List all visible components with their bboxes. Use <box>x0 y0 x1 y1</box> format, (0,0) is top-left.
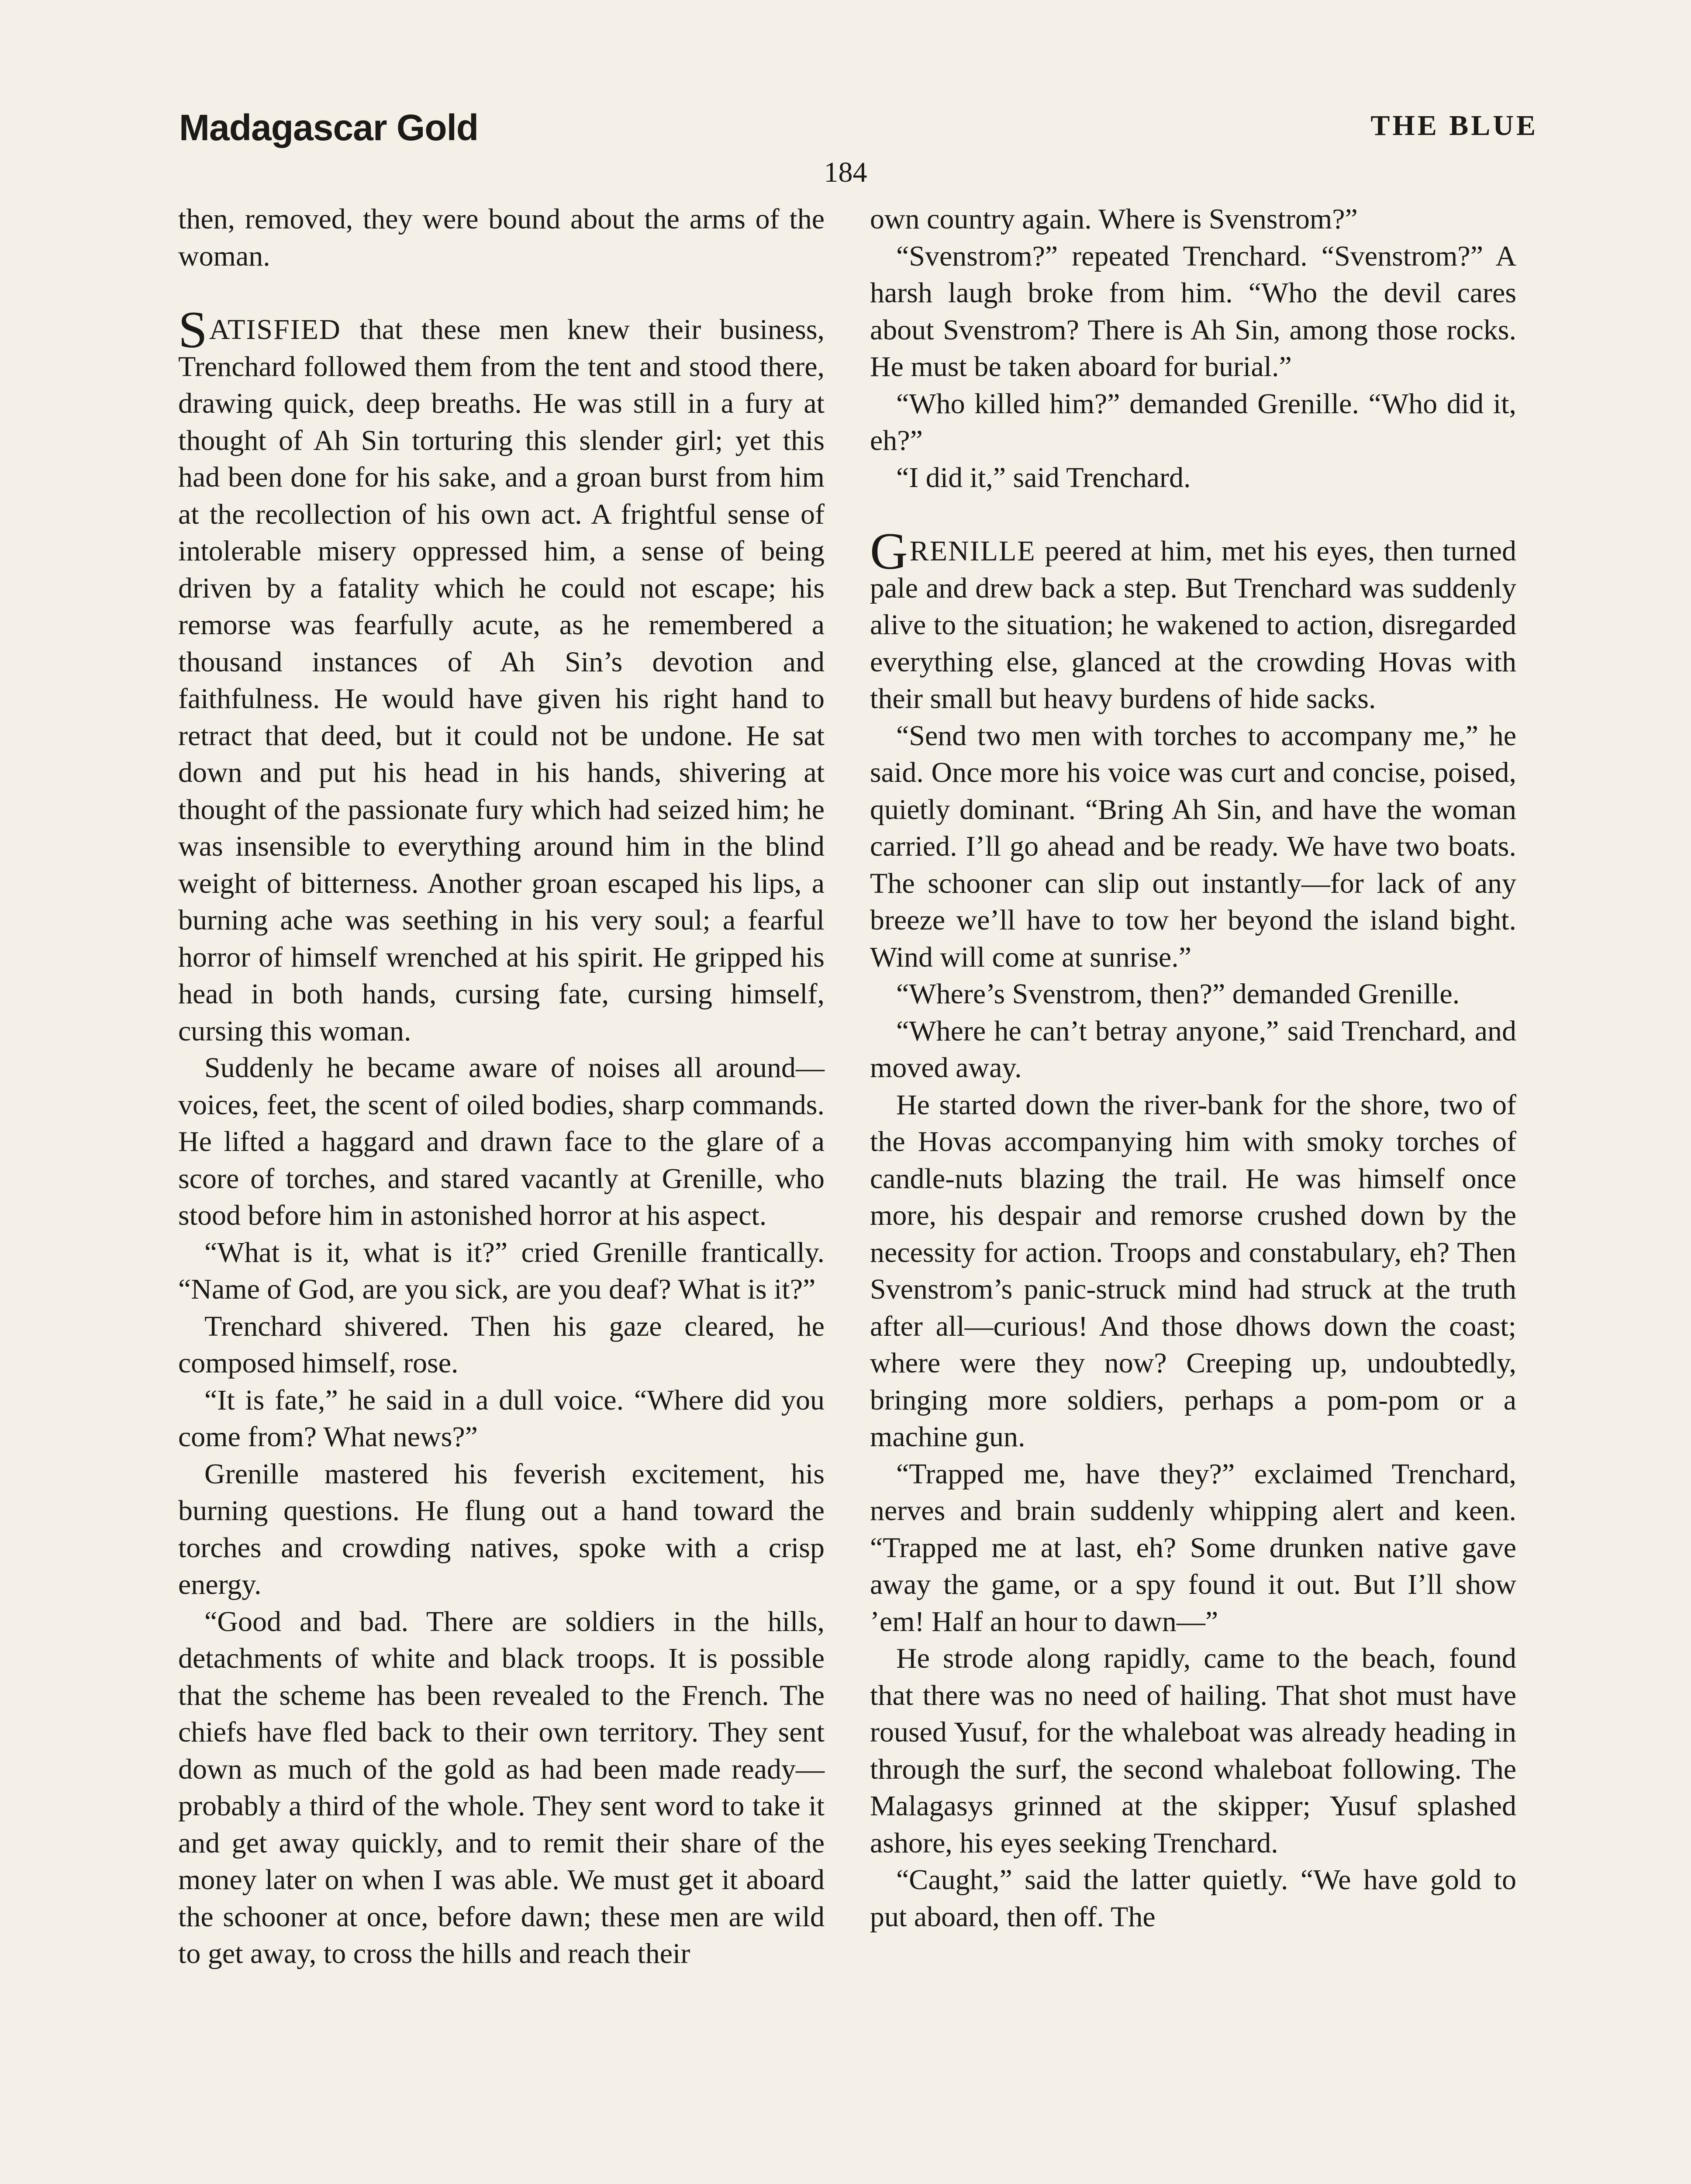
page-number: 184 <box>824 156 867 188</box>
paragraph: Suddenly he became aware of noises all around—voices, feet, the scent of oiled bodies, sharp commands. He lifted a haggard and drawn face to the glare of a score of torches, and stared vacantly at Grenille, who stood before him in astonished horror at his aspect. <box>178 1052 825 1231</box>
section-opening-paragraph <box>178 301 825 1050</box>
lead-in-word: RENILLE <box>909 535 1036 567</box>
paragraph: own country again. Where is Svenstrom?” <box>870 203 1358 235</box>
paragraph: “Who killed him?” demanded Grenille. “Who did it, eh?” <box>870 387 1516 456</box>
paragraph-text: that these men knew their business, Trenchard followed them from the tent and stood there, drawing quick, deep breaths. He was still in a fury at thought of Ah Sin torturing this slender girl; yet this had been done for his sake, and a groan burst from him at the recollection of his own act. A frightful sense of intolerable misery oppressed him, a sense of being driven by a fatality which he could not escape; his remorse was fearfully acute, as he remembered a thousand instances of Ah Sin’s devotion and faithfulness. He would have given his right hand to retract that deed, but it could not be undone. He sat down and put his head in his hands, shivering at thought of the passionate fury which had seized him; he was insensible to everything around him in the blind weight of bitterness. Another groan escaped his lips, a burning ache was seething in his very soul; a fearful horror of himself wrenched at his spirit. He gripped his head in both hands, cursing fate, cursing himself, cursing this woman. <box>178 314 825 1047</box>
paragraph: “It is fate,” he said in a dull voice. “Where did you come from? What news?” <box>178 1384 825 1453</box>
paragraph: “Caught,” said the latter quietly. “We have gold to put aboard, then off. The <box>870 1864 1516 1933</box>
magazine-name: THE BLUE <box>1370 110 1538 142</box>
section-opening-paragraph <box>870 522 1516 718</box>
paragraph: “Send two men with torches to accompany me,” he said. Once more his voice was curt and concise, poised, quietly dominant. “Bring Ah Sin, and have the woman carried. I’ll go ahead and be ready. We have two boats. The schooner can slip out instantly—for lack of any breeze we’ll have to tow her beyond the island bight. Wind will come at sunrise.” <box>870 719 1516 973</box>
paragraph: “Svenstrom?” repeated Trenchard. “Svenstrom?” A harsh laugh broke from him. “Who the devil cares about Svenstrom? There is Ah Sin, among those rocks. He must be taken aboard for burial.” <box>870 240 1516 383</box>
paragraph: “Where he can’t betray anyone,” said Trenchard, and moved away. <box>870 1015 1516 1084</box>
paragraph: Grenille mastered his feverish excitement, his burning questions. He flung out a hand toward the torches and crowding natives, spoke with a crisp energy. <box>178 1458 825 1600</box>
right-column <box>870 201 1516 1935</box>
paragraph: “Good and bad. There are soldiers in the hills, detachments of white and black troops. It is possible that the scheme has been revealed to the French. The chiefs have fled back to their own territory. They sent down as much of the gold as had been made ready—probably a third of the whole. They sent word to take it and get away quickly, and to remit their share of the money later on when I was able. We must get it aboard the schooner at once, before dawn; these men are wild to get away, to cross the hills and reach their <box>178 1605 825 1970</box>
lead-in-word: ATISFIED <box>209 314 341 346</box>
left-column <box>178 201 825 1973</box>
paragraph: “What is it, what is it?” cried Grenille frantically. “Name of God, are you sick, are you deaf? What is it?” <box>178 1236 825 1305</box>
drop-cap: G <box>870 522 908 580</box>
paragraph: He started down the river-bank for the shore, two of the Hovas accompanying him with smoky torches of candle-nuts blazing the trail. He was himself once more, his despair and remorse crushed down by the necessity for action. Troops and constabulary, eh? Then Svenstrom’s panic-struck mind had struck at the truth after all—curious! And those dhows down the coast; where were they now? Creeping up, undoubtedly, bringing more soldiers, perhaps a pom-pom or a machine gun. <box>870 1089 1516 1453</box>
paragraph: “Trapped me, have they?” exclaimed Trenchard, nerves and brain suddenly whipping alert and keen. “Trapped me at last, eh? Some drunken native gave away the game, or a spy found it out. But I’ll show ’em! Half an hour to dawn—” <box>870 1458 1516 1638</box>
paragraph-text: peered at him, met his eyes, then turned pale and drew back a step. But Trenchard was suddenly alive to the situation; he wakened to action, disregarded everything else, glanced at the crowding Hovas with their small but heavy burdens of hide sacks. <box>870 535 1516 715</box>
story-title: Madagascar Gold <box>179 107 479 148</box>
paragraph: He strode along rapidly, came to the beach, found that there was no need of hailing. That shot must have roused Yusuf, for the whaleboat was already heading in through the surf, the second whaleboat following. The Malagasys grinned at the skipper; Yusuf splashed ashore, his eyes seeking Trenchard. <box>870 1642 1516 1859</box>
drop-cap: S <box>178 301 207 359</box>
paragraph: Trenchard shivered. Then his gaze cleared, he composed himself, rose. <box>178 1310 825 1379</box>
paragraph: then, removed, they were bound about the arms of the woman. <box>178 203 825 272</box>
paragraph: “Where’s Svenstrom, then?” demanded Grenille. <box>896 978 1460 1010</box>
paragraph: “I did it,” said Trenchard. <box>896 461 1191 494</box>
